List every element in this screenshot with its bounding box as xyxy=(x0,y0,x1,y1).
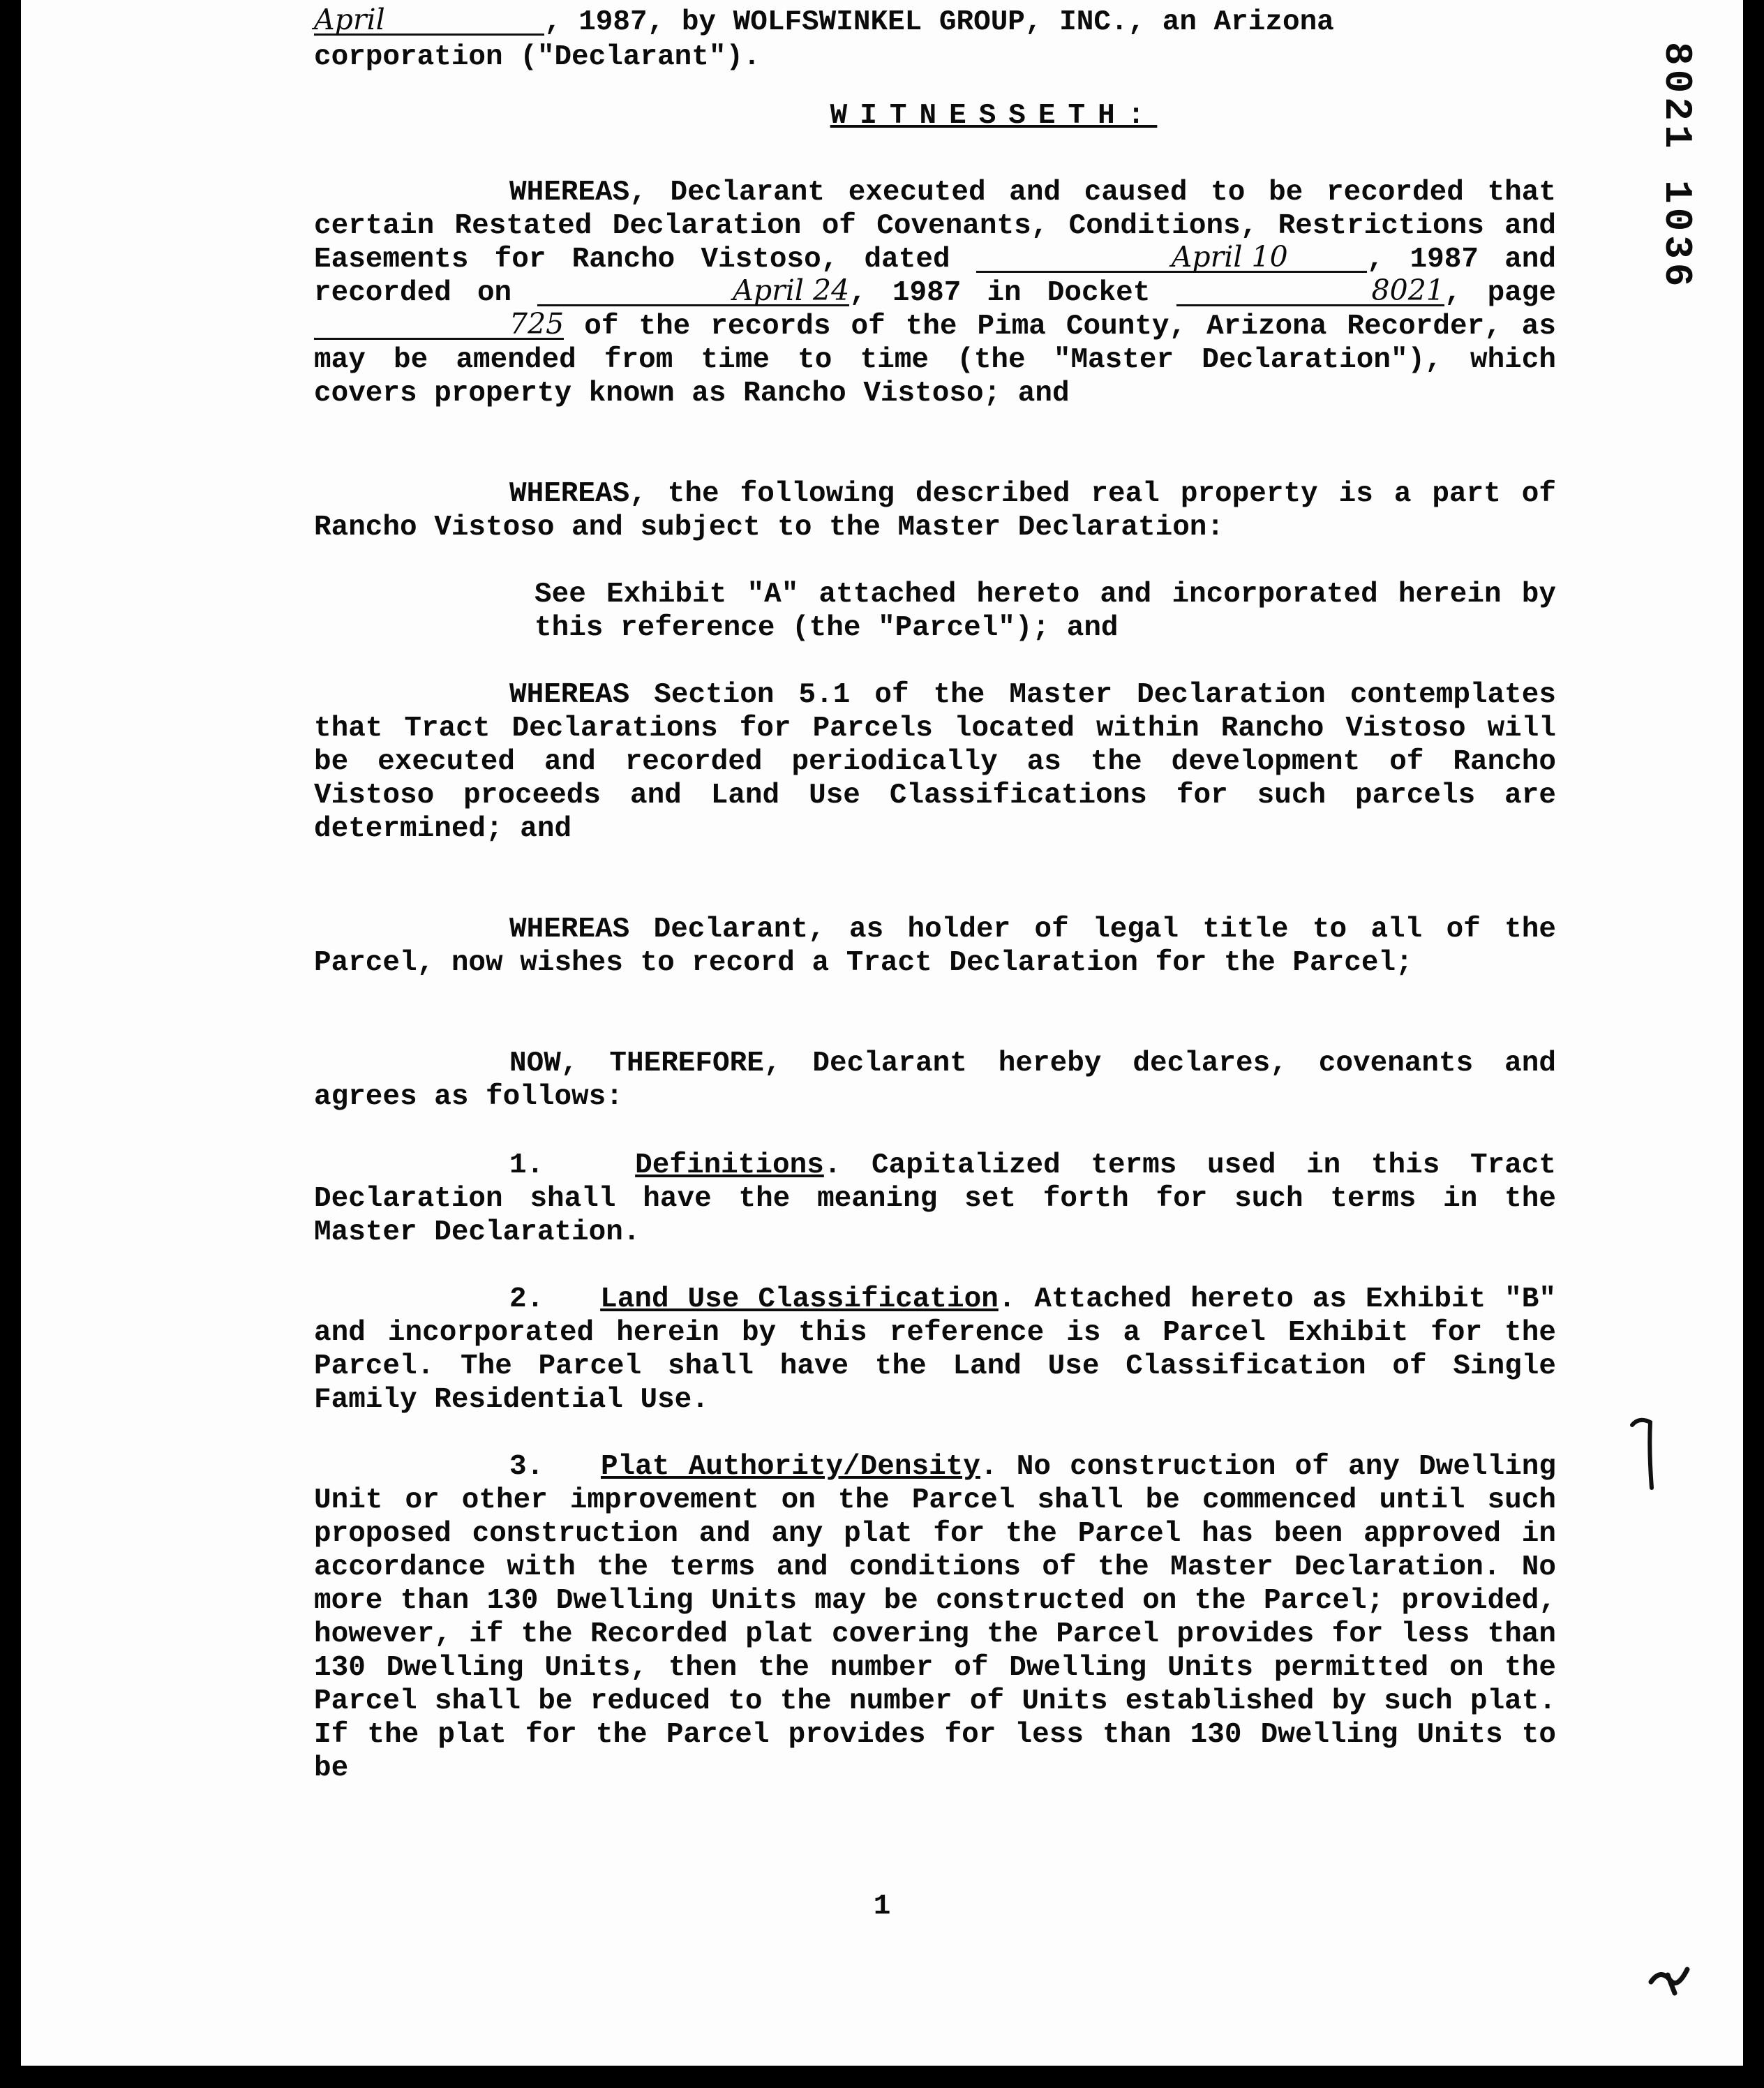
month-handwritten-fill: April xyxy=(314,6,544,36)
section-1-title: Definitions xyxy=(635,1149,824,1181)
section-3-plat-authority xyxy=(314,1450,1556,1785)
handwritten-mark xyxy=(1629,1410,1664,1493)
section-1-number: 1. xyxy=(509,1149,544,1181)
corner-scribble-mark xyxy=(1647,1954,1696,2003)
header-line-1-text: , 1987, by WOLFSWINKEL GROUP, INC., an Arizona xyxy=(544,6,1334,38)
section-2-land-use xyxy=(314,1283,1556,1417)
header-line-1 xyxy=(314,3,1556,39)
dated-fill: April 10 xyxy=(976,243,1367,273)
recital-1-text-b: , 1987 and recorded on xyxy=(314,244,1557,309)
recital-paragraph-2: WHEREAS, the following described real property is a part of Rancho Vistoso and subject to the Master Declaration: xyxy=(314,478,1556,544)
recital-paragraph-5: WHEREAS Declarant, as holder of legal title to all of the Parcel, now wishes to record a Tract Declaration for the Parcel; xyxy=(314,914,1556,979)
witnesseth-heading: WITNESSETH: xyxy=(830,100,1158,132)
recital-1-text-d: , page xyxy=(1444,277,1557,309)
section-3-number: 3. xyxy=(509,1451,544,1483)
recital-1-text-c: , 1987 in Docket xyxy=(849,277,1151,309)
recital-paragraph-4: WHEREAS Section 5.1 of the Master Declaration contemplates that Tract Declarations for Parcels located within Rancho Vistoso will be executed and recorded periodically as the development of Rancho Vistoso proceeds and Land Use Classifications for such parcels are determined; and xyxy=(314,679,1556,845)
section-2-body: . Attached hereto as Exhibit "B" and incorporated herein by this reference is a Parcel Exhibit for the Parcel. The Parcel shall have the Land Use Classification of Single Family Residential Use. xyxy=(314,1283,1556,1416)
recital-paragraph-1 xyxy=(314,176,1556,410)
recital-1-text-a: WHEREAS, Declarant executed and caused to be recorded that certain Restated Declaration of Covenants, Conditions, Restrictions and Easements for Rancho Vistoso, dated xyxy=(314,177,1556,276)
docket-fill: 8021 xyxy=(1176,276,1444,306)
recital-1-text-e: of the records of the Pima County, Arizona Recorder, as may be amended from time to time (the "Master Declaration"), which covers property known as Rancho Vistoso; and xyxy=(314,311,1556,410)
header-line-2: corporation ("Declarant"). xyxy=(314,41,761,73)
recorded-date-fill: April 24 xyxy=(537,276,849,306)
section-2-title: Land Use Classification xyxy=(600,1283,999,1315)
section-1-definitions xyxy=(314,1149,1556,1249)
section-3-body: . No construction of any Dwelling Unit or other improvement on the Parcel shall be commenced until such proposed construction and any plat for the Parcel has been approved in accordance with the terms and conditions of the Master Declaration. No more than 130 Dwelling Units may be constructed on the Parcel; provided, however, if the Recorded plat covering the Parcel provides for less than 130 Dwelling Units, then the number of Dwelling Units permitted on the Parcel shall be reduced to the number of Units established by such plat. If the plat for the Parcel provides for less than 130 Dwelling Units to be xyxy=(314,1451,1557,1784)
page-number: 1 xyxy=(873,1891,891,1923)
now-therefore-paragraph: NOW, THEREFORE, Declarant hereby declares, covenants and agrees as follows: xyxy=(314,1047,1556,1113)
document-sheet xyxy=(21,0,1743,2066)
page-fill: 725 xyxy=(314,310,564,340)
section-3-title: Plat Authority/Density xyxy=(600,1451,980,1483)
section-1-body: . Capitalized terms used in this Tract Declaration shall have the meaning set forth for such terms in the Master Declaration. xyxy=(314,1149,1557,1248)
exhibit-a-reference: See Exhibit "A" attached hereto and incorporated herein by this reference (the "Parcel"); and xyxy=(535,579,1556,644)
section-2-number: 2. xyxy=(509,1283,544,1315)
recording-stamp-number: 8021 1036 xyxy=(1654,42,1699,291)
